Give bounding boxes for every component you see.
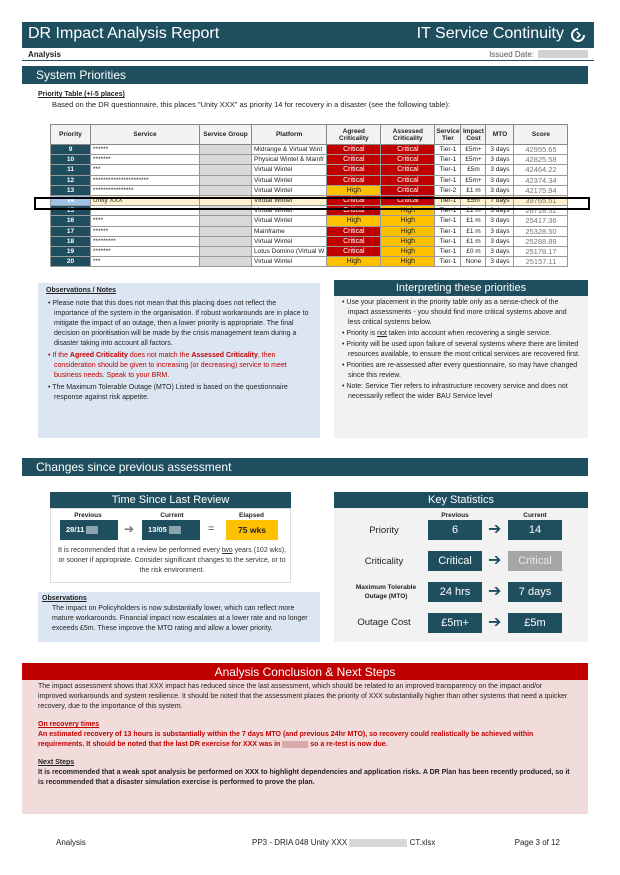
impact-cost-cell: £5m: [461, 195, 486, 205]
score-cell: 25328.50: [514, 226, 568, 236]
recovery-times-heading: On recovery times: [38, 721, 100, 728]
interp-b2-pre: • Priority is: [342, 330, 378, 337]
agreed-criticality-cell: Critical: [327, 226, 381, 236]
conclusion-heading: Analysis Conclusion & Next Steps: [22, 663, 588, 681]
column-header: Service Group: [200, 125, 252, 145]
table-row: [51, 185, 568, 195]
changes-heading: Changes since previous assessment: [22, 458, 588, 476]
impact-cost-cell: £1 m: [461, 226, 486, 236]
column-header: Priority: [51, 125, 91, 145]
platform-cell: Mainframe: [252, 226, 327, 236]
ks-outage-cost-label: Outage Cost: [357, 617, 411, 628]
service-cell: ******: [91, 226, 200, 236]
mto-cell: 3 days: [486, 206, 514, 216]
service-tier-cell: Tier-1: [435, 236, 461, 246]
recovery-post: so a re-test is now due.: [308, 741, 388, 748]
score-cell: 25157.11: [514, 257, 568, 267]
mto-cell: 3 days: [486, 257, 514, 267]
service-cell: ****************: [91, 185, 200, 195]
next-steps-text: It is recommended that a weak spot analysis be performed on XXX to highlight dependencies and application risks. A DR Plan has been recently produced, so it is recommended that a disaster simulation exercise is performed to prove the plan.: [38, 769, 570, 786]
agreed-criticality-cell: High: [327, 185, 381, 195]
footer-section: Analysis: [56, 838, 86, 847]
platform-cell: Virtual Wintel: [252, 195, 327, 205]
ks-current-label: Current: [523, 512, 547, 519]
impact-cost-cell: £1 m: [461, 206, 486, 216]
priority-table-title: Priority Table (+/-5 places): [38, 91, 125, 98]
previous-date-label: Previous: [74, 512, 102, 519]
footer-filename: [252, 838, 435, 847]
service-group-cell: [200, 145, 252, 155]
assessed-criticality-cell: High: [381, 236, 435, 246]
filename-pre: PP3 - DRIA 048 Unity XXX: [252, 838, 348, 847]
priority-cell: 15: [51, 206, 91, 216]
score-cell: 25417.36: [514, 216, 568, 226]
observation-bullet-2: [46, 351, 312, 381]
obs-b2-assessed: Assessed Criticality: [191, 352, 258, 359]
score-cell: 42825.58: [514, 155, 568, 165]
assessed-criticality-cell: Critical: [381, 145, 435, 155]
assessed-criticality-cell: Critical: [381, 195, 435, 205]
column-header: MTO: [486, 125, 514, 145]
platform-cell: Virtual Wintel: [252, 257, 327, 267]
service-tier-cell: Tier-1: [435, 165, 461, 175]
column-header: Service: [91, 125, 200, 145]
score-cell: 42374.34: [514, 175, 568, 185]
platform-cell: Virtual Wintel: [252, 175, 327, 185]
platform-cell: Virtual Wintel: [252, 165, 327, 175]
review-recommendation: [56, 546, 288, 576]
agreed-criticality-cell: Critical: [327, 175, 381, 185]
arrow-right-icon: ➔: [488, 583, 502, 600]
interpreting-panel: [334, 296, 588, 438]
impact-cost-cell: £5m+: [461, 175, 486, 185]
service-cell: ***: [91, 257, 200, 267]
score-cell: 42175.94: [514, 185, 568, 195]
mto-cell: 7 days: [486, 195, 514, 205]
service-cell: ****: [91, 216, 200, 226]
arrow-right-icon: ➔: [488, 552, 502, 569]
note-two: two: [221, 547, 233, 554]
priority-cell: 20: [51, 257, 91, 267]
ks-outage-cost-current: £5m: [508, 613, 562, 633]
impact-cost-cell: £1 m: [461, 216, 486, 226]
service-tier-cell: Tier-1: [435, 155, 461, 165]
column-header: Score: [514, 125, 568, 145]
ks-mto-previous: 24 hrs: [428, 582, 482, 602]
key-statistics-heading: Key Statistics: [334, 492, 588, 508]
mto-cell: 3 days: [486, 145, 514, 155]
service-tier-cell: Tier-1: [435, 145, 461, 155]
priority-cell: 19: [51, 246, 91, 256]
table-row: [51, 236, 568, 246]
note-post: years (102 wks), or sooner if appropriate. Consider significant changes to the service, or to the risk environment.: [58, 547, 286, 574]
assessed-criticality-cell: High: [381, 216, 435, 226]
score-cell: 39765.51: [514, 195, 568, 205]
section-name: Analysis: [28, 50, 61, 59]
service-group-cell: [200, 257, 252, 267]
arrow-right-icon: ➔: [124, 522, 135, 536]
service-cell: ***: [91, 165, 200, 175]
mto-cell: 3 days: [486, 236, 514, 246]
table-row: [51, 155, 568, 165]
equals-sign: =: [208, 523, 215, 535]
service-group-cell: [200, 236, 252, 246]
interp-bullet-2: [342, 329, 580, 339]
priority-cell: 9: [51, 145, 91, 155]
impact-cost-cell: £1 m: [461, 236, 486, 246]
ks-mto-current: 7 days: [508, 582, 562, 602]
service-group-cell: [200, 226, 252, 236]
observation-bullet-1: • Please note that this does not mean that this placing does not reflect the importance of the system in the organisation. If robust workarounds are in place to mitigate the impact of an outage, then a lower priority is appropriate. The final decision on prioritisation will be made by the crisis management team during a disaster taking into account all factors.: [48, 300, 309, 347]
mto-cell: 3 days: [486, 175, 514, 185]
assessed-criticality-cell: Critical: [381, 165, 435, 175]
column-header: Assessed Criticality: [381, 125, 435, 145]
column-header: Service Tier: [435, 125, 461, 145]
agreed-criticality-cell: Critical: [327, 246, 381, 256]
time-since-heading: Time Since Last Review: [50, 492, 291, 508]
service-cell: ******: [91, 145, 200, 155]
observation-bullet-3: • The Maximum Tolerable Outage (MTO) Listed is based on the questionnaire response against risk appetite.: [48, 384, 288, 401]
priority-table: [50, 124, 568, 267]
platform-cell: Virtual Wintel: [252, 216, 327, 226]
service-tier-cell: Tier-1: [435, 195, 461, 205]
arrow-right-icon: ➔: [488, 614, 502, 631]
sub-header: [22, 48, 594, 61]
agreed-criticality-cell: Critical: [327, 145, 381, 155]
redacted-filename: [349, 839, 407, 847]
recovery-times-text: [38, 730, 572, 750]
priority-cell: 16: [51, 216, 91, 226]
table-row: [51, 257, 568, 267]
highlighted-row-outline: [34, 197, 590, 210]
ks-priority-current: 14: [508, 520, 562, 540]
column-header: Agreed Criticality: [327, 125, 381, 145]
conclusion-panel: [22, 680, 588, 814]
brand-name: IT Service Continuity: [416, 25, 564, 42]
service-tier-cell: Tier-1: [435, 246, 461, 256]
ks-criticality-label: Criticality: [364, 556, 404, 567]
obs-b2-pre: • If the: [48, 352, 70, 359]
impact-cost-cell: £5m+: [461, 145, 486, 155]
mto-cell: 3 days: [486, 246, 514, 256]
redacted-date: [282, 741, 308, 748]
score-cell: 42955.65: [514, 145, 568, 155]
elapsed-label: Elapsed: [239, 512, 264, 519]
service-tier-cell: Tier-1: [435, 206, 461, 216]
priority-cell: 13: [51, 185, 91, 195]
obs-b2-mid: does not match the: [127, 352, 192, 359]
service-tier-cell: Tier-2: [435, 185, 461, 195]
score-cell: 25288.89: [514, 236, 568, 246]
interp-bullet-4: • Priorities are re-assessed after every questionnaire, so may have changed since this review.: [342, 362, 578, 379]
service-cell: Unity XXX: [91, 195, 200, 205]
priority-cell: 10: [51, 155, 91, 165]
service-tier-cell: Tier-1: [435, 175, 461, 185]
platform-cell: Lotus Domino (Virtual W: [252, 246, 327, 256]
service-tier-cell: Tier-1: [435, 216, 461, 226]
service-group-cell: [200, 246, 252, 256]
report-title: DR Impact Analysis Report: [28, 25, 220, 42]
page-number: Page 3 of 12: [514, 838, 560, 847]
agreed-criticality-cell: Critical: [327, 195, 381, 205]
priority-table-description: Based on the DR questionnaire, this places "Unity XXX" as priority 14 for recovery in a disaster (see the following table):: [52, 100, 451, 109]
platform-cell: Physical Wintel & Mainfr: [252, 155, 327, 165]
conclusion-intro: The impact assessment shows that XXX impact has reduced since the last assessment, which should be related to an improved transparency on the impact and/or improved workarounds and system resilience. It should be noted that the assessment places the priority of XXX substantially higher than other systems that need a quicker recovery, due to the importance of this system.: [38, 683, 568, 710]
continuity-logo-icon: [570, 27, 586, 43]
score-cell: 26718.52: [514, 206, 568, 216]
assessed-criticality-cell: High: [381, 206, 435, 216]
service-cell: **********************: [91, 175, 200, 185]
ks-criticality-previous: Critical: [428, 551, 482, 571]
agreed-criticality-cell: High: [327, 257, 381, 267]
impact-cost-cell: £5m+: [461, 155, 486, 165]
recovery-pre: An estimated recovery of 13 hours is substantially within the 7 days MTO (and previous 24hr MTO), so recovery could realistically be achieved within requirements. It should be noted that the last DR exercise for XXX was in: [38, 731, 534, 748]
platform-cell: Virtual Wintel: [252, 236, 327, 246]
score-cell: 42464.22: [514, 165, 568, 175]
obs-b2-agreed: Agreed Criticality: [69, 352, 128, 359]
priority-cell: 11: [51, 165, 91, 175]
mto-cell: 3 days: [486, 165, 514, 175]
table-row: [51, 226, 568, 236]
assessed-criticality-cell: Critical: [381, 175, 435, 185]
system-priorities-heading: System Priorities: [22, 66, 588, 84]
current-date-value: 13/05: [148, 525, 167, 534]
interp-bullet-5: • Note: Service Tier refers to infrastructure recovery service and does not necessarily reflect the wider BAU Service level: [342, 383, 568, 400]
assessed-criticality-cell: High: [381, 226, 435, 236]
previous-date-box: [60, 520, 118, 540]
ks-criticality-current: Critical: [508, 551, 562, 571]
elapsed-value: 75 wks: [226, 520, 278, 540]
redacted-date: [538, 50, 588, 58]
impact-cost-cell: £0 m: [461, 246, 486, 256]
service-cell: *****: [91, 206, 200, 216]
interp-bullet-1: • Use your placement in the priority table only as a sense-check of the impact assessments - you should find more critical systems above and less critical systems below.: [342, 299, 567, 326]
mto-cell: 3 days: [486, 216, 514, 226]
note-pre: It is recommended that a review be performed every: [58, 547, 222, 554]
column-header: Impact Cost: [461, 125, 486, 145]
observations-notes-heading: Observations / Notes: [46, 287, 117, 294]
assessed-criticality-cell: High: [381, 246, 435, 256]
service-group-cell: [200, 185, 252, 195]
service-tier-cell: Tier-1: [435, 257, 461, 267]
filename-post: CT.xlsx: [409, 838, 436, 847]
agreed-criticality-cell: Critical: [327, 236, 381, 246]
priority-cell: 12: [51, 175, 91, 185]
service-cell: *******: [91, 246, 200, 256]
interpreting-heading: Interpreting these priorities: [334, 280, 588, 296]
observations-heading: Observations: [42, 595, 87, 602]
arrow-right-icon: ➔: [488, 521, 502, 538]
priority-table-header: [51, 125, 568, 145]
obs-b2-post: , then consideration should be given to increasing (or decreasing) service to meet business needs. Speak to your BRM.: [54, 352, 287, 379]
assessed-criticality-cell: Critical: [381, 185, 435, 195]
issued-date-label: Issued Date:: [489, 50, 534, 59]
assessed-criticality-cell: High: [381, 257, 435, 267]
score-cell: 25178.17: [514, 246, 568, 256]
service-group-cell: [200, 165, 252, 175]
agreed-criticality-cell: Critical: [327, 165, 381, 175]
service-group-cell: [200, 175, 252, 185]
priority-cell: 18: [51, 236, 91, 246]
service-group-cell: [200, 155, 252, 165]
agreed-criticality-cell: Critical: [327, 206, 381, 216]
previous-date-value: 28/11: [66, 525, 85, 534]
redacted-year: [86, 526, 98, 534]
column-header: Platform: [252, 125, 327, 145]
observations-notes-panel: [38, 283, 320, 438]
ks-outage-cost-previous: £5m+: [428, 613, 482, 633]
priority-cell: 17: [51, 226, 91, 236]
interp-bullet-3: • Priority will be used upon failure of several systems where there are limited resources available, to ensure the most critical services are recovered first.: [342, 341, 580, 358]
table-row: [51, 175, 568, 185]
current-date-label: Current: [160, 512, 184, 519]
ks-priority-previous: 6: [428, 520, 482, 540]
service-tier-cell: Tier-1: [435, 226, 461, 236]
agreed-criticality-cell: High: [327, 216, 381, 226]
observations-text: The impact on Policyholders is now substantially lower, which can reflect more mature workarounds. Financial impact now escalates at a lower rate and no longer exceeds £5m. These improve the MTO rating and allow a lower priority.: [52, 605, 308, 632]
table-row: [51, 145, 568, 155]
service-group-cell: [200, 216, 252, 226]
agreed-criticality-cell: Critical: [327, 155, 381, 165]
assessed-criticality-cell: Critical: [381, 155, 435, 165]
mto-cell: 3 days: [486, 185, 514, 195]
interp-b2-not: not: [377, 330, 387, 337]
priority-cell: 14: [51, 195, 91, 205]
service-cell: *********: [91, 236, 200, 246]
impact-cost-cell: None: [461, 257, 486, 267]
observations-panel: [38, 592, 320, 642]
table-row: [51, 216, 568, 226]
platform-cell: Virtual Wintel: [252, 185, 327, 195]
mto-cell: 3 days: [486, 226, 514, 236]
mto-cell: 3 days: [486, 155, 514, 165]
platform-cell: Midrange & Virtual Wint: [252, 145, 327, 155]
service-cell: *******: [91, 155, 200, 165]
ks-mto-label: Maximum Tolerable Outage (MTO): [355, 584, 417, 600]
table-row: [51, 165, 568, 175]
report-header: [22, 22, 594, 48]
interp-b2-post: taken into account when recovering a single service.: [386, 330, 552, 337]
impact-cost-cell: £1 m: [461, 185, 486, 195]
next-steps-heading: Next Steps: [38, 759, 75, 766]
impact-cost-cell: £5m: [461, 165, 486, 175]
current-date-box: [142, 520, 200, 540]
table-row: [51, 246, 568, 256]
redacted-year: [169, 526, 181, 534]
platform-cell: Virtual Wintel: [252, 206, 327, 216]
ks-priority-label: Priority: [369, 525, 399, 536]
ks-previous-label: Previous: [441, 512, 469, 519]
